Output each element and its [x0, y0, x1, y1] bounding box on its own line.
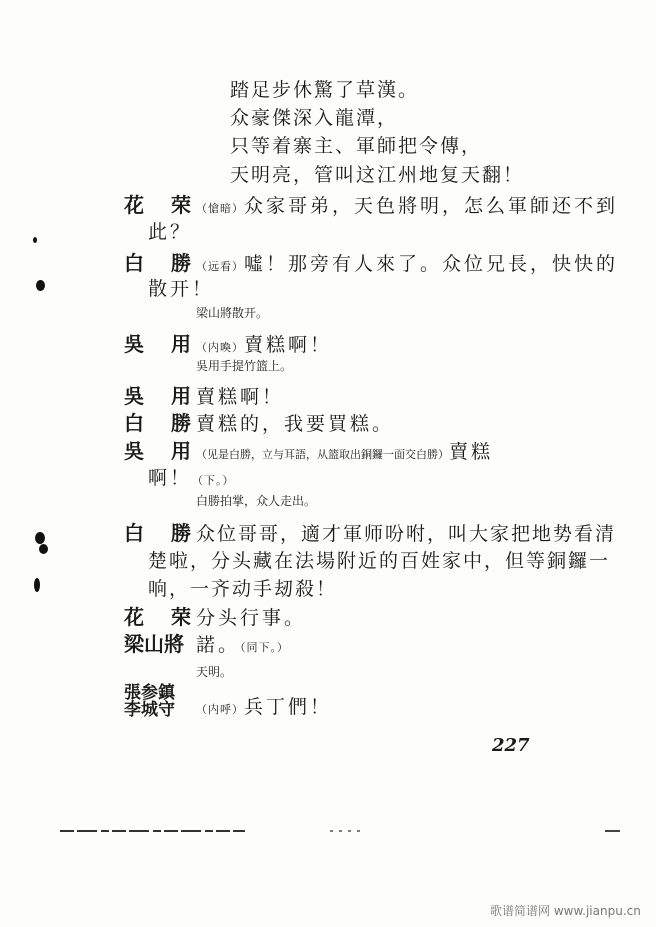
dialogue-line	[196, 330, 332, 357]
speaker-bai-sheng: 白 勝	[124, 251, 201, 275]
dialogue-line	[196, 249, 618, 276]
dialogue-text: 賣糕	[449, 441, 494, 463]
dialogue-text: 众家哥弟，天色將明，怎么軍師还不到	[244, 195, 619, 217]
verse-line-2: 众豪傑深入龍潭，	[230, 107, 399, 129]
speaker-bai-sheng: 白 勝	[124, 521, 201, 545]
verse-line-4: 天明亮，管叫这江州地复天翻！	[230, 164, 525, 186]
speaker-hua-rong: 花 荣	[124, 193, 201, 217]
ink-speck	[35, 532, 45, 544]
speaker-zhang-canzhen: 張参鎮	[124, 683, 175, 703]
speaker-li-chengshou: 李城守	[124, 700, 175, 720]
dialogue-continuation: 散开！	[148, 278, 215, 300]
speaker-wu-yong: 吳 用	[124, 332, 201, 356]
bottom-rule	[60, 830, 620, 832]
stage-note: 白勝拍掌，众人走出。	[196, 494, 317, 508]
ink-speck	[39, 544, 48, 554]
stage-direction: （内呼）	[196, 703, 244, 716]
dialogue-text: 諾。	[196, 634, 241, 656]
watermark: 歌谱简谱网 www.jianpu.cn	[490, 904, 641, 918]
speaker-hua-rong: 花 荣	[124, 605, 201, 629]
dialogue-continuation: 此？	[148, 221, 193, 243]
stage-note: 吳用手提竹篮上。	[196, 359, 293, 373]
dialogue-line	[196, 437, 493, 464]
dialogue-text: 賣糕啊！	[244, 334, 333, 356]
speaker-wu-yong: 吳 用	[124, 439, 201, 463]
stage-direction: （下。）	[192, 474, 235, 487]
dialogue-text: 賣糕的，我要買糕。	[196, 413, 395, 435]
ink-speck	[33, 237, 37, 243]
page-number: 227	[492, 735, 530, 756]
stage-direction: （同下。）	[240, 641, 290, 654]
stage-direction: （内喚）	[196, 341, 244, 354]
dialogue-line	[196, 191, 618, 218]
dialogue-text: 兵丁們！	[244, 696, 333, 718]
ink-speck	[36, 280, 45, 291]
dialogue-text: 噓！那旁有人來了。众位兄長，快快的	[244, 253, 619, 275]
speaker-bai-sheng: 白 勝	[124, 411, 201, 435]
stage-note: 天明。	[196, 665, 233, 679]
verse-line-3: 只等着寨主、軍師把令傳，	[230, 135, 483, 157]
dialogue-line	[196, 692, 332, 719]
stage-note: 梁山將散开。	[196, 306, 269, 320]
dialogue-line	[196, 630, 289, 657]
ink-speck	[34, 578, 40, 592]
dialogue-text: 啊！	[148, 467, 193, 489]
stage-direction: （愴暗）	[196, 202, 244, 215]
verse-line-1: 踏足步休驚了草漢。	[230, 79, 420, 101]
dialogue-continuation	[148, 463, 235, 490]
stage-direction: （远看）	[196, 260, 244, 273]
speaker-wu-yong: 吳 用	[124, 384, 201, 408]
dialogue-text: 众位哥哥，適才軍师吩咐，叫大家把地势看清	[196, 523, 617, 545]
dialogue-continuation: 楚啦，分头藏在法場附近的百姓家中，但等銅鑼一	[148, 550, 611, 572]
dialogue-text: 分头行事。	[196, 607, 307, 629]
dialogue-text: 賣糕啊！	[196, 386, 285, 408]
stage-direction: （见是白勝，立与耳語，从篮取出銅鑼一面交白勝）	[196, 448, 449, 461]
dialogue-continuation: 响，一齐动手刼殺！	[148, 578, 338, 600]
speaker-liangshan-generals: 梁山將	[124, 632, 184, 656]
